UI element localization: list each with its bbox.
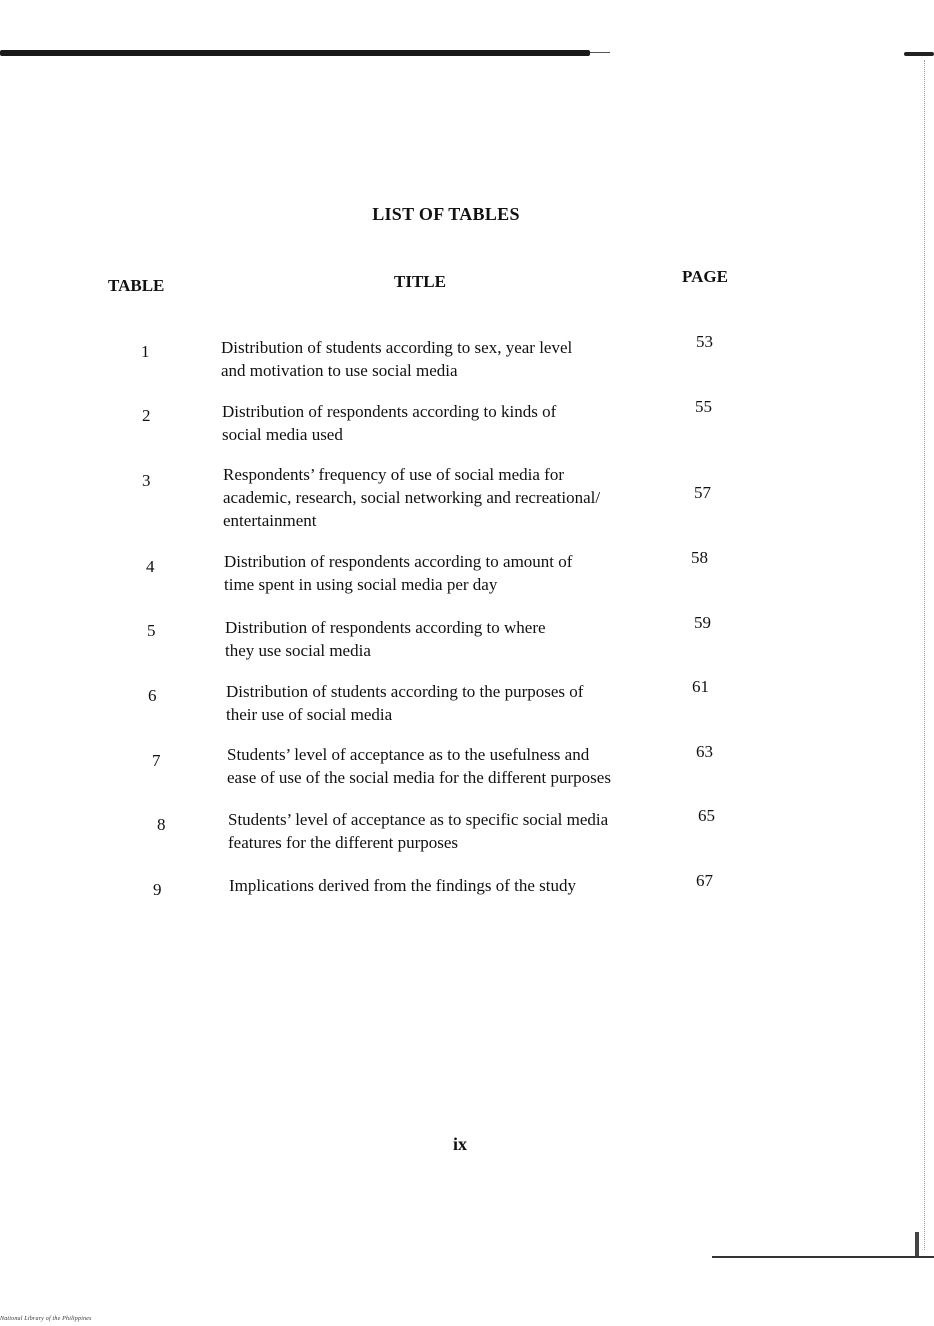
footer-stamp: National Library of the Philippines (0, 1316, 92, 1322)
entry-title-line: Distribution of students according to the purposes of (226, 682, 584, 701)
entry-title-line: and motivation to use social media (221, 361, 458, 380)
scan-border-top (0, 50, 590, 56)
entry-title-line: Distribution of students according to sex, year level (221, 338, 573, 357)
entry-title (221, 336, 671, 382)
entry-title-line: they use social media (225, 641, 371, 660)
entry-number: 2 (142, 406, 151, 425)
entry-title-line: entertainment (223, 511, 317, 530)
scan-border-bottom (712, 1256, 934, 1258)
entry-title (226, 680, 676, 726)
entry-number: 7 (152, 751, 161, 770)
entry-title (229, 874, 679, 897)
entry-page: 67 (696, 871, 713, 890)
entry-title (228, 808, 688, 854)
entry-page: 63 (696, 742, 713, 761)
entry-title-line: Distribution of respondents according to where (225, 618, 546, 637)
entry-page: 59 (694, 613, 711, 632)
scan-edge-right (924, 60, 926, 1250)
entry-title (227, 743, 687, 789)
scan-border-top-fade (590, 52, 610, 53)
entry-title-line: ease of use of the social media for the different purposes (227, 768, 611, 787)
entry-title (222, 400, 672, 446)
entry-title-line: Respondents’ frequency of use of social media for (223, 465, 564, 484)
entry-page: 61 (692, 677, 709, 696)
column-header-page: PAGE (682, 267, 728, 286)
entry-title-line: Students’ level of acceptance as to the usefulness and (227, 745, 590, 764)
scan-mark-top-right (904, 52, 934, 56)
entry-title (223, 463, 693, 532)
entry-number: 3 (142, 471, 151, 490)
entry-title-line: their use of social media (226, 705, 393, 724)
entry-title-line: Distribution of respondents according to kinds of (222, 402, 557, 421)
entry-number: 9 (153, 880, 162, 899)
entry-page: 53 (696, 332, 713, 351)
entry-page: 65 (698, 806, 715, 825)
entry-number: 5 (147, 621, 156, 640)
entry-page: 57 (694, 483, 711, 502)
entry-title-line: Implications derived from the findings of the study (229, 876, 577, 895)
entry-title-line: time spent in using social media per day (224, 575, 498, 594)
entry-title (225, 616, 675, 662)
entry-title-line: social media used (222, 425, 343, 444)
entry-number: 8 (157, 815, 166, 834)
entry-page: 55 (695, 397, 712, 416)
column-header-table: TABLE (108, 276, 165, 295)
entry-number: 4 (146, 557, 155, 576)
entry-title-line: Distribution of respondents according to amount of (224, 552, 573, 571)
entry-title-line: features for the different purposes (228, 833, 459, 852)
page-number: ix (452, 1134, 467, 1154)
entry-title-line: Students’ level of acceptance as to specific social media (228, 810, 609, 829)
entry-title (224, 550, 674, 596)
page-title: LIST OF TABLES (372, 204, 520, 224)
entry-title-line: academic, research, social networking and recreational/ (223, 488, 601, 507)
scan-mark-bottom-right (915, 1232, 919, 1256)
entry-page: 58 (691, 548, 708, 567)
entry-number: 1 (141, 342, 150, 361)
entry-number: 6 (148, 686, 157, 705)
column-header-title: TITLE (394, 272, 446, 291)
